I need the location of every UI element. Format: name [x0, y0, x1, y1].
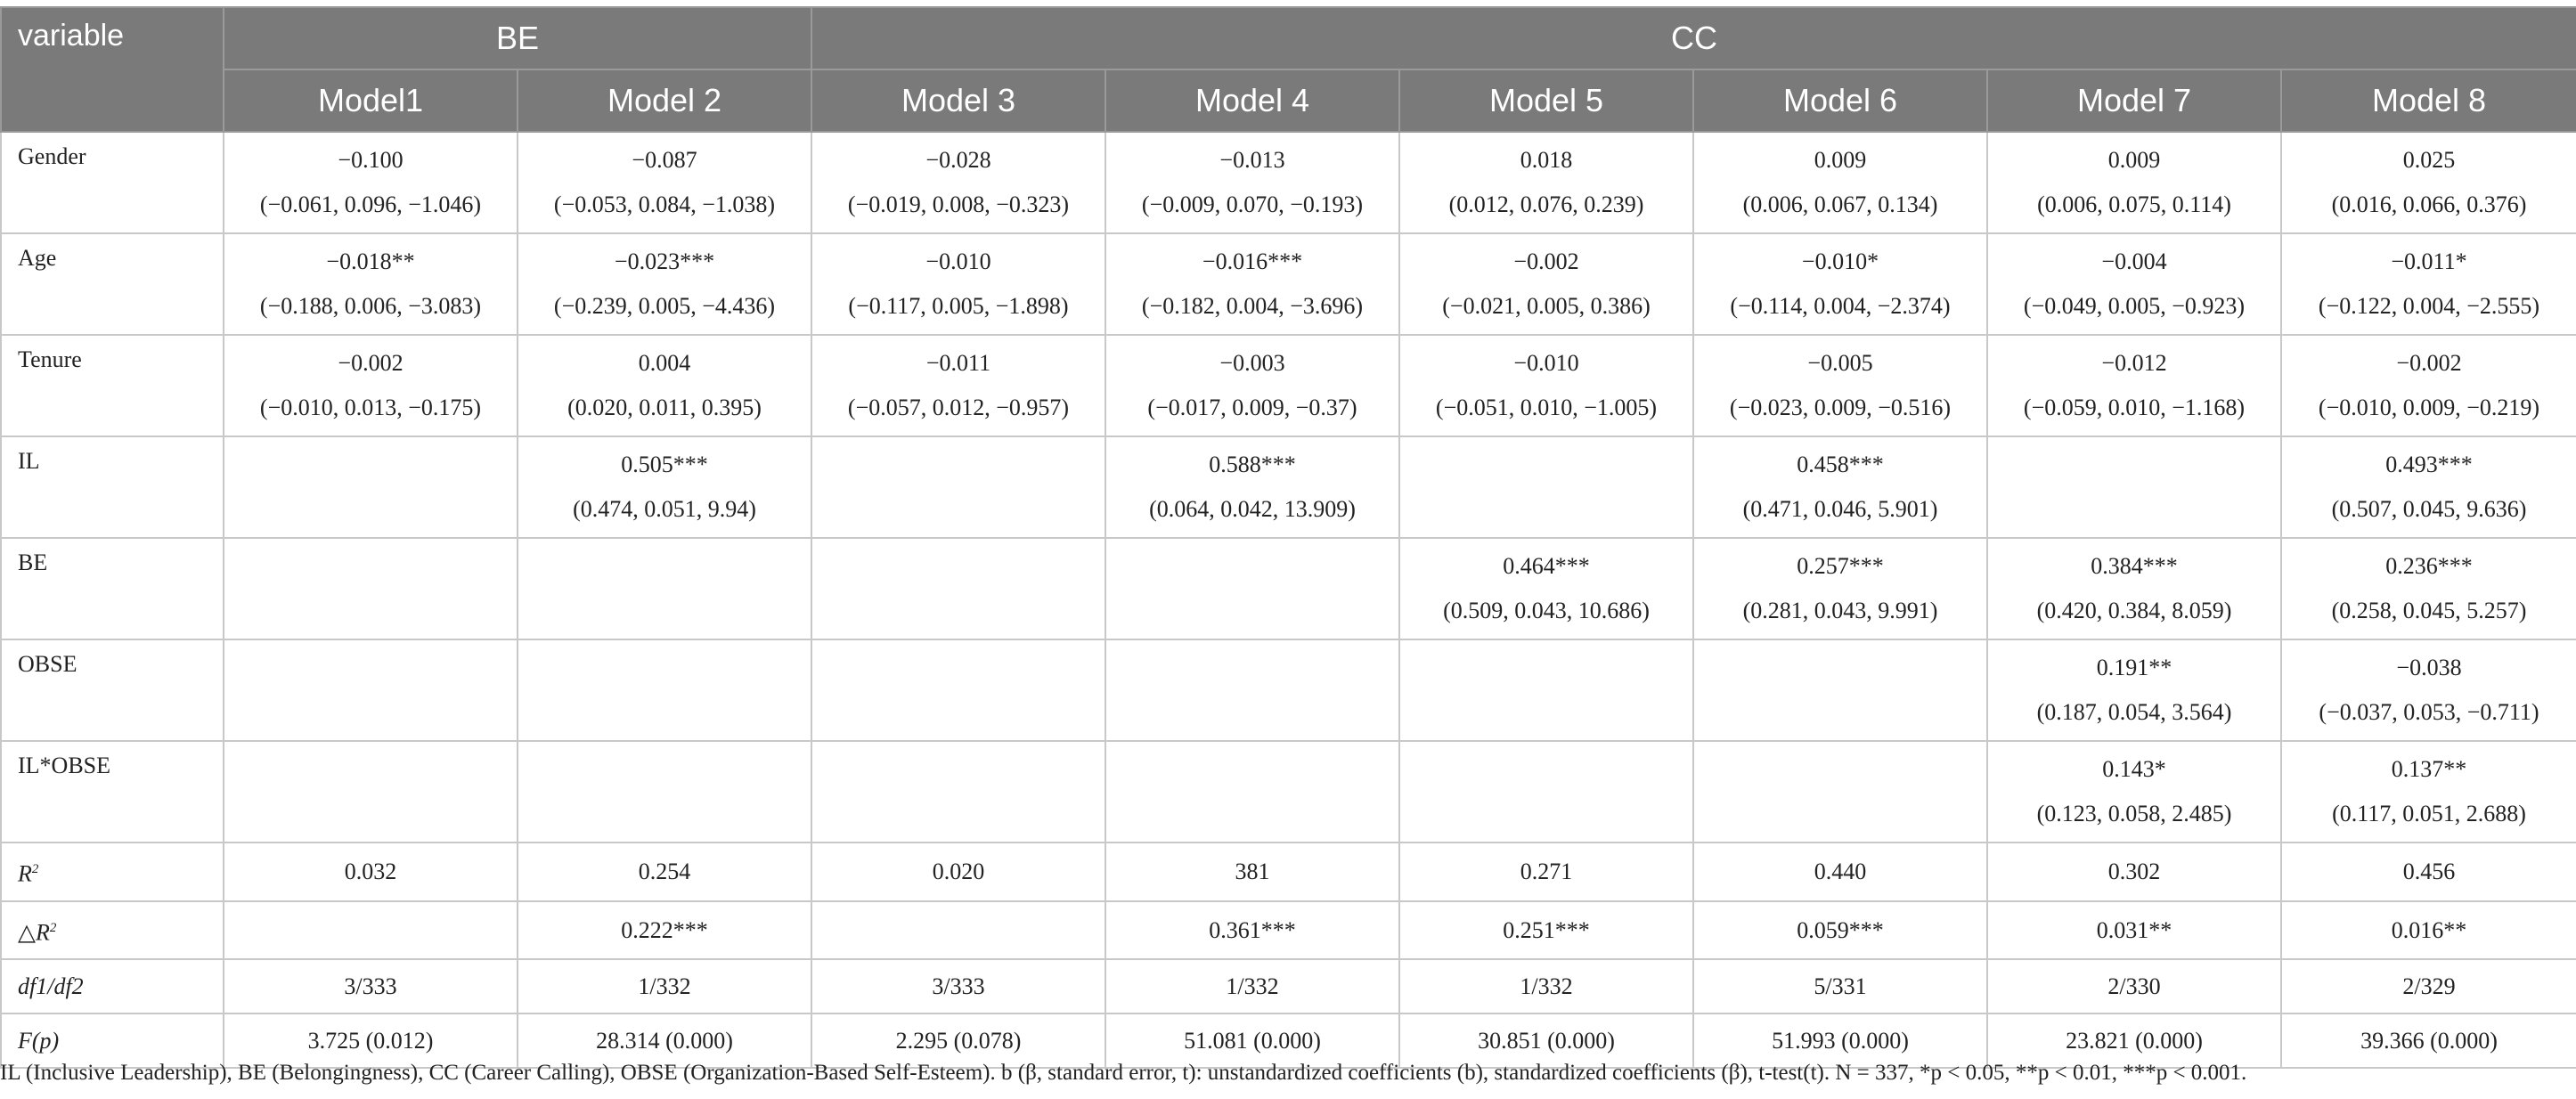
coefficient-value: −0.018**	[326, 248, 415, 274]
coefficient-value: 0.236***	[2385, 553, 2473, 579]
coefficient-detail: (0.020, 0.011, 0.395)	[567, 395, 762, 420]
coefficient-cell	[1105, 436, 1399, 538]
coefficient-value: 0.018	[1520, 147, 1573, 173]
model-header: Model 6	[1693, 69, 1987, 132]
stat-value: 0.032	[224, 843, 518, 901]
coefficient-value: 0.464***	[1503, 553, 1590, 579]
coefficient-value: 0.025	[2402, 147, 2456, 173]
model-header: Model 3	[811, 69, 1105, 132]
model-header: Model 2	[518, 69, 811, 132]
coefficient-cell	[2281, 639, 2576, 741]
stat-value: 23.821 (0.000)	[1987, 1014, 2281, 1068]
stat-value: 39.366 (0.000)	[2281, 1014, 2576, 1068]
coefficient-detail: (0.474, 0.051, 9.94)	[573, 496, 756, 522]
coefficient-detail: (0.420, 0.384, 8.059)	[2036, 598, 2232, 623]
coefficient-cell	[811, 335, 1105, 436]
row-label: OBSE	[1, 639, 224, 741]
stat-value: 5/331	[1693, 959, 1987, 1014]
coefficient-cell	[811, 132, 1105, 233]
stat-value: 1/332	[1399, 959, 1693, 1014]
stat-value: 0.059***	[1693, 901, 1987, 960]
coefficient-value: −0.003	[1219, 350, 1285, 376]
coefficient-value: −0.010	[925, 248, 991, 274]
stat-label-text: df1/df2	[18, 973, 84, 1000]
coefficient-value: −0.012	[2101, 350, 2167, 376]
table-note: IL (Inclusive Leadership), BE (Belongingness), CC (Career Calling), OBSE (Organization-Based Self-Esteem). b (β, standard error, t): unstandardized coefficients (b), standardized coefficients (β), t-test(t). N = 337, *p < 0.05, **p < 0.01, ***p < 0.001.	[0, 1061, 2247, 1085]
coefficient-value: 0.009	[2107, 147, 2161, 173]
model-header: Model1	[224, 69, 518, 132]
group-header-row	[1, 7, 2576, 69]
coefficient-cell	[518, 132, 811, 233]
stat-value: 2/329	[2281, 959, 2576, 1014]
coefficient-cell	[1693, 335, 1987, 436]
table-row	[1, 436, 2576, 538]
coefficient-detail: (−0.009, 0.070, −0.193)	[1141, 191, 1364, 217]
coefficient-cell	[518, 741, 811, 843]
coefficient-value: −0.011*	[2391, 248, 2467, 274]
stat-row	[1, 843, 2576, 901]
regression-table	[0, 6, 2576, 1069]
coefficient-cell	[2281, 132, 2576, 233]
coefficient-detail: (−0.051, 0.010, −1.005)	[1435, 395, 1658, 420]
row-label: IL	[1, 436, 224, 538]
stat-label-text: △R	[18, 919, 50, 946]
coefficient-cell	[1399, 741, 1693, 843]
coefficient-detail: (0.006, 0.067, 0.134)	[1742, 191, 1938, 217]
coefficient-value: 0.384***	[2091, 553, 2178, 579]
coefficient-detail: (−0.114, 0.004, −2.374)	[1730, 293, 1951, 319]
stat-value: 51.993 (0.000)	[1693, 1014, 1987, 1068]
coefficient-cell	[1693, 436, 1987, 538]
model-header: Model 4	[1105, 69, 1399, 132]
stat-value: 1/332	[1105, 959, 1399, 1014]
coefficient-value: −0.002	[2396, 350, 2462, 376]
coefficient-detail: (−0.049, 0.005, −0.923)	[2023, 293, 2246, 319]
coefficient-value: −0.011	[925, 350, 991, 376]
stat-row	[1, 901, 2576, 960]
coefficient-value: −0.010*	[1801, 248, 1879, 274]
group-header-cc: CC	[811, 7, 2576, 69]
stat-label-superscript: 2	[31, 862, 39, 876]
row-label: IL*OBSE	[1, 741, 224, 843]
group-header-be: BE	[224, 7, 811, 69]
coefficient-cell	[1693, 132, 1987, 233]
coefficient-detail: (0.509, 0.043, 10.686)	[1443, 598, 1650, 623]
coefficient-value: 0.009	[1814, 147, 1867, 173]
coefficient-cell	[1399, 335, 1693, 436]
coefficient-cell	[1105, 335, 1399, 436]
coefficient-detail: (−0.021, 0.005, 0.386)	[1442, 293, 1651, 319]
coefficient-cell	[811, 741, 1105, 843]
stat-label-superscript: 2	[49, 920, 57, 935]
coefficient-cell	[1987, 233, 2281, 335]
stat-label	[1, 843, 224, 901]
stat-value: 0.440	[1693, 843, 1987, 901]
coefficient-detail: (−0.017, 0.009, −0.37)	[1147, 395, 1357, 420]
coefficient-detail: (0.064, 0.042, 13.909)	[1149, 496, 1356, 522]
stat-value: 30.851 (0.000)	[1399, 1014, 1693, 1068]
coefficient-value: 0.588***	[1209, 452, 1296, 477]
model-header: Model 8	[2281, 69, 2576, 132]
coefficient-value: −0.002	[338, 350, 404, 376]
coefficient-cell	[1987, 132, 2281, 233]
coefficient-cell	[811, 436, 1105, 538]
stat-value: 2/330	[1987, 959, 2281, 1014]
coefficient-value: −0.005	[1807, 350, 1873, 376]
stat-value: 0.020	[811, 843, 1105, 901]
coefficient-value: −0.002	[1513, 248, 1579, 274]
stat-value	[224, 901, 518, 960]
coefficient-detail: (0.012, 0.076, 0.239)	[1448, 191, 1644, 217]
stat-value: 3/333	[224, 959, 518, 1014]
table-row	[1, 538, 2576, 639]
stat-value: 381	[1105, 843, 1399, 901]
row-label: Tenure	[1, 335, 224, 436]
coefficient-cell	[1399, 132, 1693, 233]
stat-label	[1, 901, 224, 960]
coefficient-value: −0.038	[2396, 655, 2462, 680]
coefficient-value: −0.023***	[614, 248, 715, 274]
coefficient-cell	[1987, 538, 2281, 639]
coefficient-value: −0.016***	[1202, 248, 1303, 274]
coefficient-detail: (−0.023, 0.009, −0.516)	[1729, 395, 1952, 420]
coefficient-value: −0.087	[632, 147, 697, 173]
coefficient-cell	[1399, 233, 1693, 335]
stat-value: 0.016**	[2281, 901, 2576, 960]
coefficient-value: −0.004	[2101, 248, 2167, 274]
coefficient-cell	[1987, 436, 2281, 538]
coefficient-detail: (−0.239, 0.005, −4.436)	[553, 293, 776, 319]
stat-value: 0.361***	[1105, 901, 1399, 960]
stat-value: 0.251***	[1399, 901, 1693, 960]
coefficient-value: 0.143*	[2102, 756, 2166, 782]
coefficient-cell	[1399, 639, 1693, 741]
coefficient-cell	[2281, 335, 2576, 436]
coefficient-detail: (−0.188, 0.006, −3.083)	[259, 293, 482, 319]
coefficient-cell	[1105, 538, 1399, 639]
coefficient-detail: (−0.010, 0.009, −0.219)	[2318, 395, 2540, 420]
coefficient-cell	[224, 436, 518, 538]
coefficient-detail: (0.471, 0.046, 5.901)	[1742, 496, 1938, 522]
coefficient-cell	[811, 233, 1105, 335]
coefficient-cell	[1105, 741, 1399, 843]
stat-value: 51.081 (0.000)	[1105, 1014, 1399, 1068]
coefficient-cell	[224, 132, 518, 233]
coefficient-cell	[518, 538, 811, 639]
coefficient-detail: (0.117, 0.051, 2.688)	[2332, 801, 2526, 826]
coefficient-detail: (−0.059, 0.010, −1.168)	[2023, 395, 2246, 420]
coefficient-detail: (−0.117, 0.005, −1.898)	[848, 293, 1069, 319]
model-header: Model 5	[1399, 69, 1693, 132]
stat-value: 0.031**	[1987, 901, 2281, 960]
table-row	[1, 335, 2576, 436]
coefficient-value: 0.004	[638, 350, 691, 376]
table-row	[1, 639, 2576, 741]
coefficient-detail: (−0.053, 0.084, −1.038)	[553, 191, 776, 217]
coefficient-cell	[224, 538, 518, 639]
coefficient-cell	[811, 538, 1105, 639]
stat-value: 2.295 (0.078)	[811, 1014, 1105, 1068]
coefficient-detail: (0.281, 0.043, 9.991)	[1742, 598, 1938, 623]
table-row	[1, 233, 2576, 335]
coefficient-cell	[1105, 132, 1399, 233]
coefficient-detail: (0.006, 0.075, 0.114)	[2037, 191, 2231, 217]
coefficient-value: 0.493***	[2385, 452, 2473, 477]
coefficient-detail: (−0.010, 0.013, −0.175)	[259, 395, 482, 420]
coefficient-cell	[1693, 538, 1987, 639]
coefficient-detail: (−0.182, 0.004, −3.696)	[1141, 293, 1364, 319]
row-label: Gender	[1, 132, 224, 233]
coefficient-cell	[1105, 233, 1399, 335]
coefficient-detail: (−0.061, 0.096, −1.046)	[259, 191, 482, 217]
coefficient-value: 0.137**	[2391, 756, 2467, 782]
stat-value: 0.302	[1987, 843, 2281, 901]
stat-value: 3/333	[811, 959, 1105, 1014]
coefficient-cell	[518, 639, 811, 741]
coefficient-cell	[1693, 741, 1987, 843]
coefficient-value: −0.028	[925, 147, 991, 173]
coefficient-value: 0.191**	[2096, 655, 2172, 680]
coefficient-detail: (−0.019, 0.008, −0.323)	[847, 191, 1070, 217]
coefficient-cell	[2281, 538, 2576, 639]
coefficient-detail: (0.187, 0.054, 3.564)	[2036, 699, 2232, 725]
stat-label-text: F(p)	[18, 1028, 60, 1054]
stat-value: 0.222***	[518, 901, 811, 960]
row-label: BE	[1, 538, 224, 639]
stat-value: 28.314 (0.000)	[518, 1014, 811, 1068]
stat-label	[1, 959, 224, 1014]
coefficient-cell	[1987, 741, 2281, 843]
stat-value: 1/332	[518, 959, 811, 1014]
coefficient-cell	[2281, 741, 2576, 843]
coefficient-cell	[1399, 436, 1693, 538]
stat-value: 0.271	[1399, 843, 1693, 901]
stat-value: 0.456	[2281, 843, 2576, 901]
coefficient-value: 0.505***	[621, 452, 708, 477]
coefficient-value: −0.013	[1219, 147, 1285, 173]
row-label: Age	[1, 233, 224, 335]
coefficient-cell	[224, 639, 518, 741]
stat-value: 0.254	[518, 843, 811, 901]
coefficient-cell	[1693, 233, 1987, 335]
coefficient-detail: (−0.057, 0.012, −0.957)	[847, 395, 1070, 420]
stat-value	[811, 901, 1105, 960]
coefficient-cell	[224, 233, 518, 335]
variable-header: variable	[1, 7, 224, 132]
coefficient-cell	[1987, 335, 2281, 436]
coefficient-detail: (0.507, 0.045, 9.636)	[2331, 496, 2527, 522]
coefficient-cell	[1105, 639, 1399, 741]
coefficient-cell	[811, 639, 1105, 741]
coefficient-cell	[518, 335, 811, 436]
coefficient-cell	[1987, 639, 2281, 741]
coefficient-detail: (0.016, 0.066, 0.376)	[2331, 191, 2527, 217]
coefficient-cell	[1399, 538, 1693, 639]
model-header: Model 7	[1987, 69, 2281, 132]
coefficient-detail: (−0.037, 0.053, −0.711)	[2319, 699, 2539, 725]
coefficient-value: −0.100	[338, 147, 404, 173]
stat-row	[1, 959, 2576, 1014]
coefficient-detail: (−0.122, 0.004, −2.555)	[2318, 293, 2540, 319]
stat-label-text: R	[18, 860, 32, 887]
stat-value: 3.725 (0.012)	[224, 1014, 518, 1068]
model-header-row	[1, 69, 2576, 132]
coefficient-cell	[224, 335, 518, 436]
coefficient-value: 0.458***	[1797, 452, 1884, 477]
coefficient-cell	[2281, 233, 2576, 335]
coefficient-value: 0.257***	[1797, 553, 1884, 579]
coefficient-cell	[1693, 639, 1987, 741]
coefficient-detail: (0.123, 0.058, 2.485)	[2036, 801, 2232, 826]
table-row	[1, 132, 2576, 233]
coefficient-cell	[224, 741, 518, 843]
coefficient-detail: (0.258, 0.045, 5.257)	[2331, 598, 2527, 623]
table-row	[1, 741, 2576, 843]
coefficient-cell	[2281, 436, 2576, 538]
coefficient-cell	[518, 233, 811, 335]
coefficient-cell	[518, 436, 811, 538]
coefficient-value: −0.010	[1513, 350, 1579, 376]
